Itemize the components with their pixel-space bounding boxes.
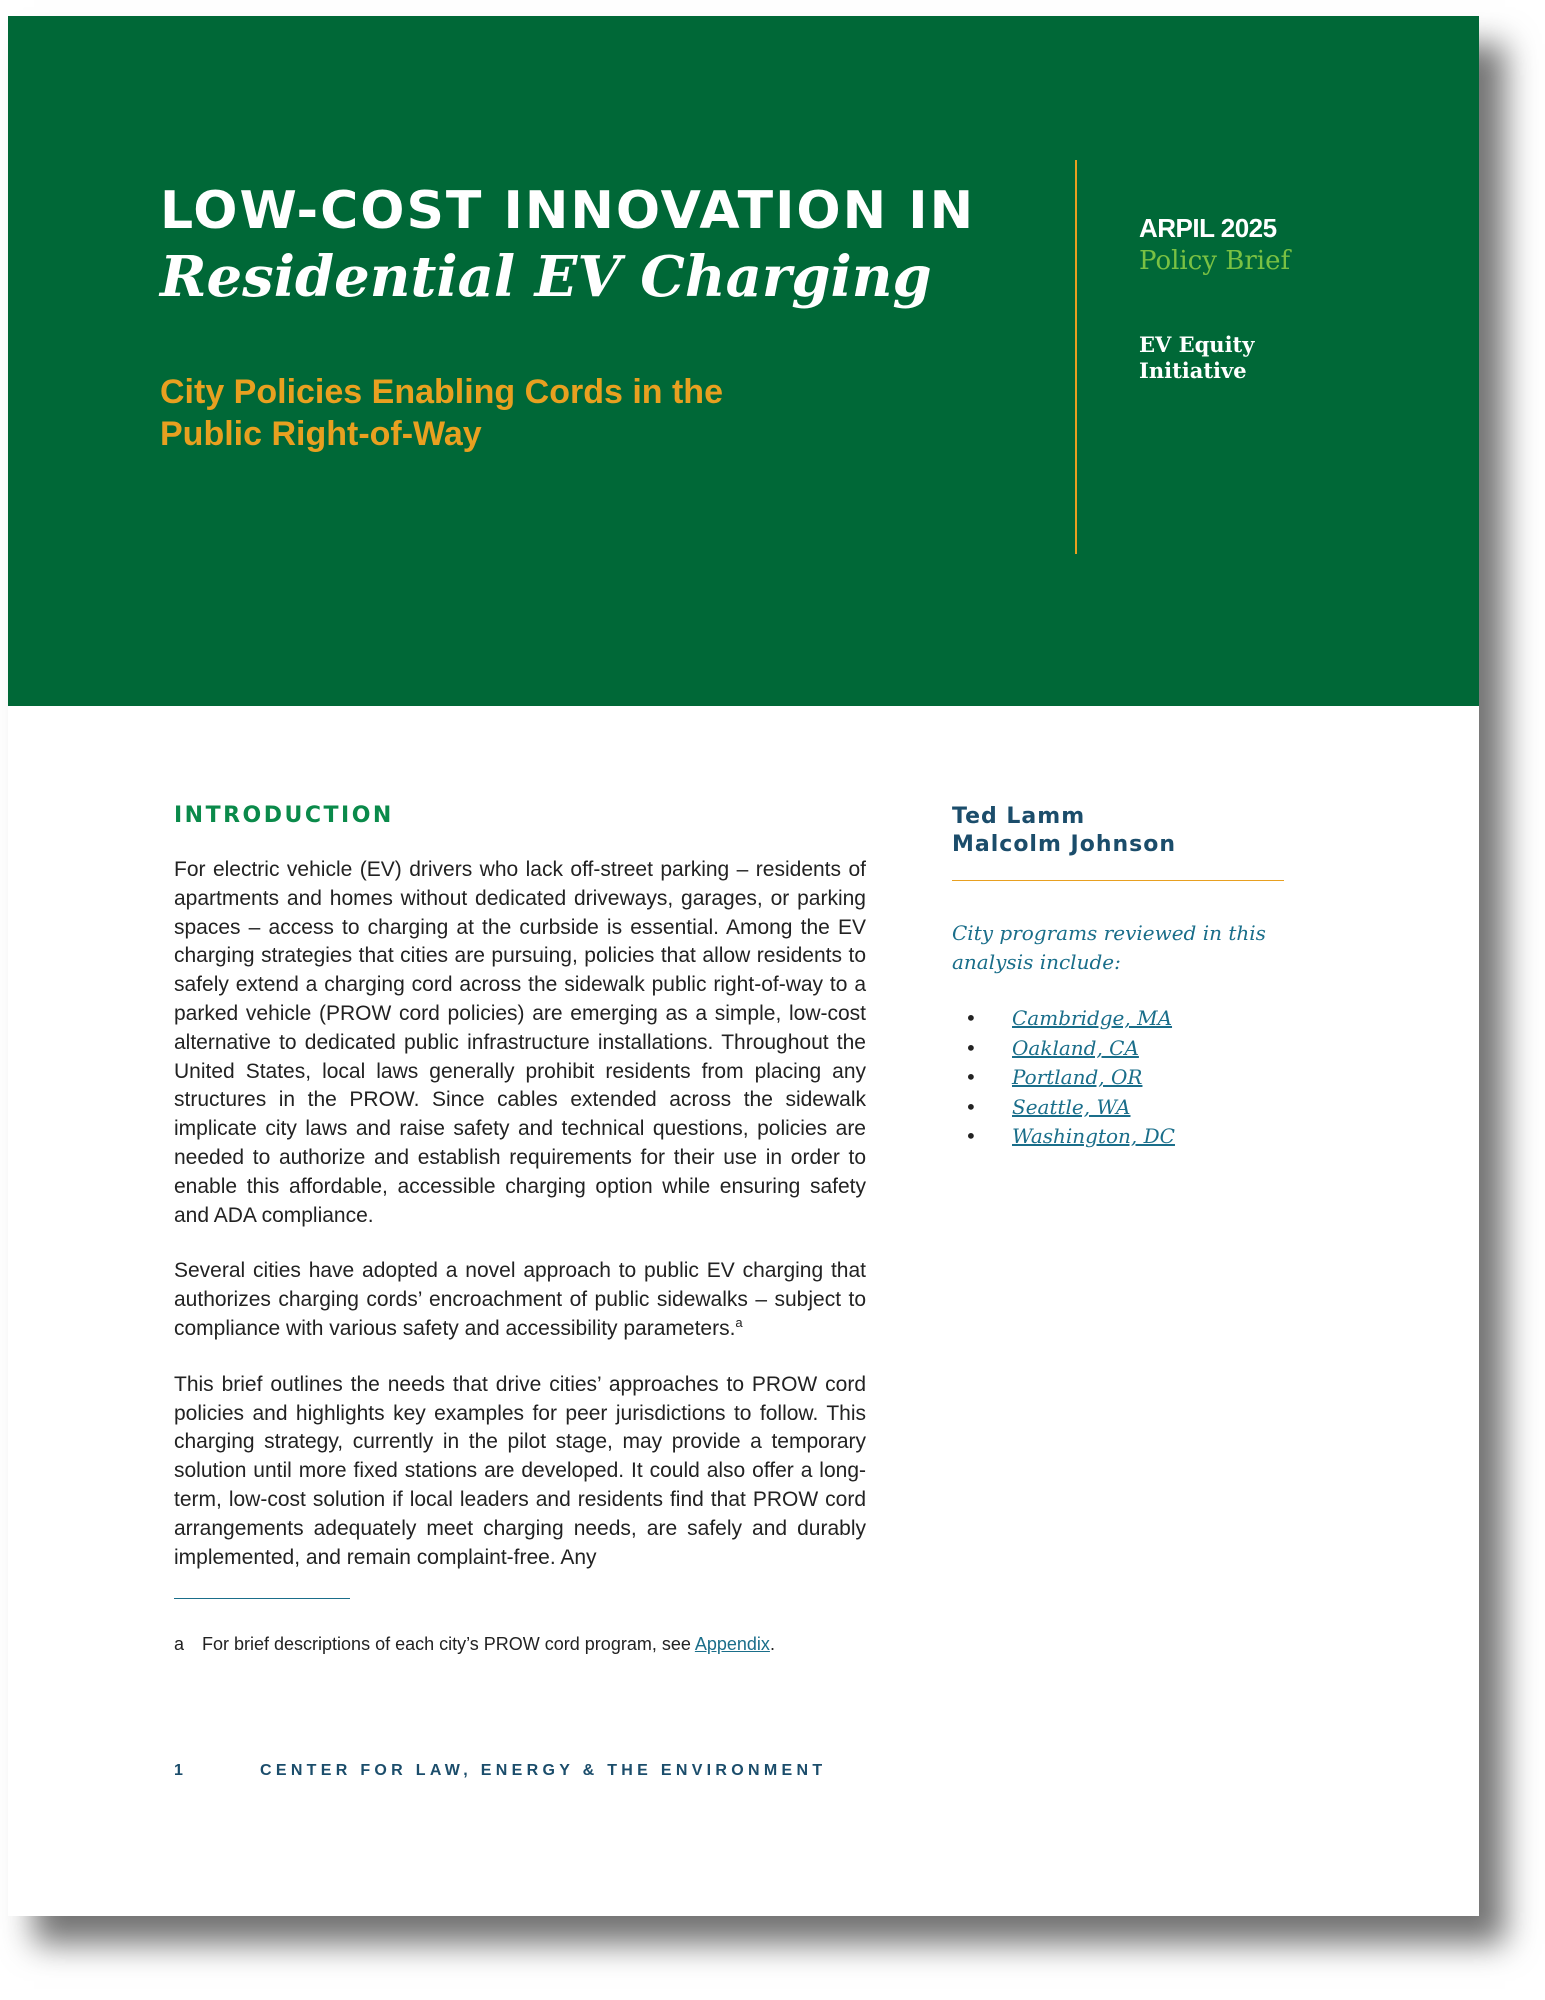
bullet-icon: • (965, 1094, 977, 1119)
page-footer (174, 1762, 826, 1780)
page-number: 1 (174, 1762, 183, 1779)
footnote (174, 1634, 775, 1655)
intro-paragraph-3: This brief outlines the needs that drive cities’ approaches to PROW cord policies and highlights key examples for peer jurisdictions to follow. This charging strategy, currently in the pilot stage, may provide a temporary solution until more fixed stations are developed. It could also offer a long-term, low-cost solution if local leaders and residents find that PROW cord arrangements adequately meet charging needs, are safely and durably implemented, and remain complaint-free. Any (174, 1372, 866, 1569)
authors (952, 803, 1176, 859)
author-name: Ted Lamm (952, 804, 1086, 829)
banner-divider (1075, 160, 1077, 554)
body-column (174, 856, 866, 1599)
list-item (952, 1093, 1175, 1123)
city-link-cambridge[interactable]: Cambridge, MA (1012, 1006, 1173, 1030)
introduction-heading: INTRODUCTION (174, 803, 394, 828)
title-banner (8, 16, 1479, 706)
title-line-2: Residential EV Charging (160, 244, 932, 310)
paragraph-2-text: Several cities have adopted a novel approach to public EV charging that authorizes charging cords’ encroachment of public sidewalks – subject to compliance with various safety and accessibility parameters. (174, 1259, 866, 1340)
title-line-1: LOW-COST INNOVATION IN (160, 181, 976, 241)
publication-date: ARPIL 2025 (1139, 213, 1277, 243)
list-item (952, 1063, 1175, 1093)
footnote-reference[interactable]: a (735, 1314, 743, 1330)
bullet-icon: • (965, 1065, 977, 1089)
brief-type: Policy Brief (1139, 246, 1291, 276)
initiative-name: EV Equity Initiative (1139, 332, 1255, 383)
list-item (952, 1122, 1175, 1152)
list-item (952, 1034, 1175, 1064)
list-item (952, 1004, 1175, 1034)
city-link-portland[interactable]: Portland, OR (1012, 1065, 1143, 1089)
intro-paragraph-1: For electric vehicle (EV) drivers who lack off-street parking – residents of apartments and homes without dedicated driveways, garages, or parking spaces – access to charging at the curbside is essential. Among the EV charging strategies that cities are pursuing, policies that allow residents to safely extend a charging cord across the sidewalk public right-of-way to a parked vehicle (PROW cord policies) are emerging as a simple, low-cost alternative to dedicated public infrastructure installations. Throughout the United States, local laws generally prohibit residents from placing any structures in the PROW. Since cables extended across the sidewalk implicate city laws and raise safety and technical questions, policies are needed to authorize and establish requirements for their use in order to enable this affordable, accessible charging option while ensuring safety and ADA compliance. (174, 858, 866, 1227)
organization-name: CENTER FOR LAW, ENERGY & THE ENVIRONMENT (260, 1762, 827, 1779)
footnote-divider (174, 1598, 350, 1599)
city-link-washington[interactable]: Washington, DC (1012, 1124, 1175, 1148)
intro-paragraph-2 (174, 1257, 866, 1343)
sidebar-divider (952, 880, 1284, 881)
city-link-seattle[interactable]: Seattle, WA (1012, 1094, 1131, 1119)
bullet-icon: • (965, 1124, 977, 1148)
document-page (8, 16, 1479, 1916)
author-name: Malcolm Johnson (952, 832, 1177, 857)
city-list (952, 1004, 1175, 1152)
subtitle: City Policies Enabling Cords in the Public Right-of-Way (160, 373, 723, 453)
city-programs-intro: City programs reviewed in this analysis include: (952, 921, 1266, 974)
city-link-oakland[interactable]: Oakland, CA (1012, 1035, 1139, 1060)
footnote-text: For brief descriptions of each city’s PROW cord program, see (202, 1634, 691, 1654)
footnote-marker: a (174, 1634, 185, 1654)
appendix-link[interactable]: Appendix (694, 1634, 770, 1654)
footnote-period: . (769, 1634, 775, 1654)
bullet-icon: • (965, 1035, 977, 1060)
bullet-icon: • (965, 1006, 977, 1030)
